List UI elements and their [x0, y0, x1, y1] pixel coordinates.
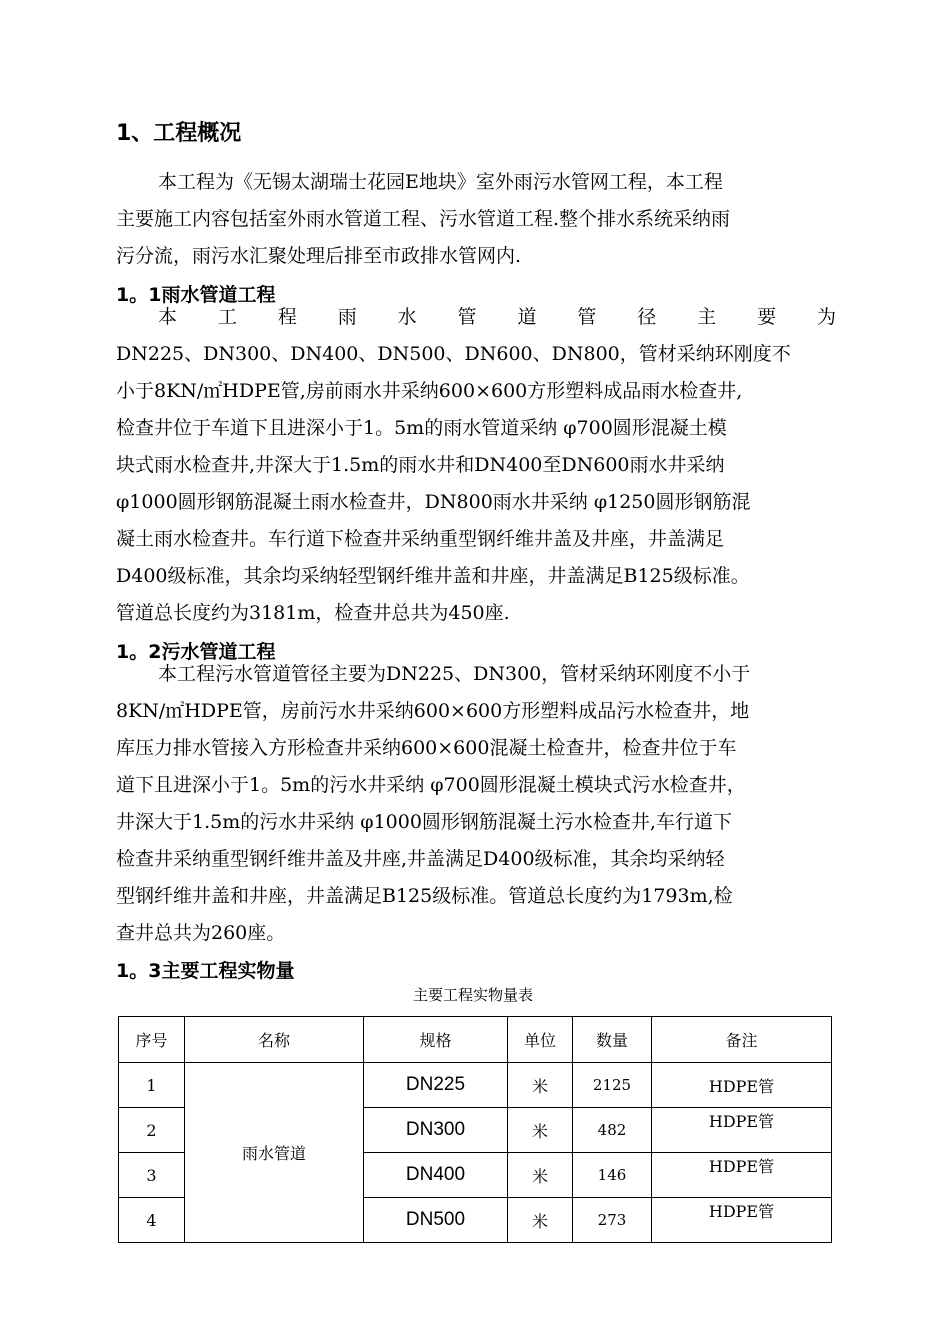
paragraph-line: 本工程污水管道管径主要为DN225、DN300，管材采纳环刚度不小于 [158, 663, 751, 685]
paragraph-line: 主要施工内容包括室外雨水管道工程、污水管道工程.整个排水系统采纳雨 [116, 208, 731, 230]
cell-note [652, 1063, 832, 1108]
section-heading-overview: 1、工程概况 [116, 121, 242, 146]
justified-char: 管 [577, 306, 597, 328]
cell-note-text: HDPE管 [708, 1156, 775, 1176]
paragraph-line: 小于8KN/㎡HDPE管,房前雨水井采纳600×600方形塑料成品雨水检查井, [116, 380, 743, 402]
paragraph-line: 查井总共为260座。 [116, 922, 286, 944]
paragraph-line: 本工程为《无锡太湖瑞士花园E地块》室外雨污水管网工程，本工程 [158, 171, 723, 193]
paragraph-line: 检查井采纳重型钢纤维井盖及井座,井盖满足D400级标准，其余均采纳轻 [116, 848, 725, 870]
paragraph-line: φ1000圆形钢筋混凝土雨水检查井，DN800雨水井采纳 φ1250圆形钢筋混 [116, 491, 751, 513]
justified-char: 雨 [337, 306, 357, 328]
justified-char: 为 [816, 306, 836, 328]
cell-note-text: HDPE管 [708, 1201, 775, 1221]
section-heading-rainwater: 1。1雨水管道工程 [116, 284, 276, 306]
header-cell-qty: 数量 [573, 1017, 652, 1063]
justified-char: 水 [397, 306, 417, 328]
table-header-row [119, 1017, 832, 1063]
section-heading-sewage: 1。2污水管道工程 [116, 641, 276, 663]
cell-qty: 482 [573, 1108, 652, 1153]
paragraph-line: 污分流，雨污水汇聚处理后排至市政排水管网内. [116, 245, 522, 267]
table-row [119, 1063, 832, 1108]
cell-unit: 米 [508, 1153, 573, 1198]
justified-char: 要 [757, 306, 777, 328]
paragraph-line: 凝土雨水检查井。车行道下检查井采纳重型钢纤维井盖及井座，井盖满足 [116, 528, 725, 550]
header-cell-note: 备注 [652, 1017, 832, 1063]
paragraph-line: D400级标准，其余均采纳轻型钢纤维井盖和井座，井盖满足B125级标准。 [116, 565, 750, 587]
header-cell-unit: 单位 [508, 1017, 573, 1063]
cell-unit: 米 [508, 1063, 573, 1108]
paragraph-line: 管道总长度约为3181m，检查井总共为450座. [116, 602, 510, 624]
quantities-table [118, 1016, 832, 1243]
cell-no: 3 [119, 1153, 185, 1198]
header-cell-spec: 规格 [364, 1017, 508, 1063]
cell-unit: 米 [508, 1108, 573, 1153]
cell-spec: DN500 [364, 1198, 508, 1243]
cell-note-text: HDPE管 [708, 1076, 775, 1096]
cell-note [652, 1153, 832, 1198]
paragraph-line: 井深大于1.5m的污水井采纳 φ1000圆形钢筋混凝土污水检查井,车行道下 [116, 811, 732, 833]
header-cell-no: 序号 [119, 1017, 185, 1063]
header-cell-name: 名称 [185, 1017, 364, 1063]
cell-unit: 米 [508, 1198, 573, 1243]
justified-char: 主 [697, 306, 717, 328]
cell-qty: 273 [573, 1198, 652, 1243]
paragraph-line: 库压力排水管接入方形检查井采纳600×600混凝土检查井，检查井位于车 [116, 737, 737, 759]
section-heading-quantities: 1。3主要工程实物量 [116, 960, 295, 982]
justified-char: 管 [457, 306, 477, 328]
paragraph-line: 块式雨水检查井,井深大于1.5m的雨水井和DN400至DN600雨水井采纳 [116, 454, 725, 476]
cell-no: 2 [119, 1108, 185, 1153]
cell-qty: 2125 [573, 1063, 652, 1108]
cell-spec: DN400 [364, 1153, 508, 1198]
justified-char: 径 [637, 306, 657, 328]
paragraph-line-justified [158, 303, 836, 331]
cell-group-name: 雨水管道 [185, 1063, 364, 1243]
paragraph-line: 检查井位于车道下且进深小于1。5m的雨水管道采纳 φ700圆形混凝土模 [116, 417, 727, 439]
cell-spec: DN225 [364, 1063, 508, 1108]
justified-char: 本 [158, 306, 178, 328]
cell-no: 1 [119, 1063, 185, 1108]
paragraph-line: 型钢纤维井盖和井座，井盖满足B125级标准。管道总长度约为1793m,检 [116, 885, 733, 907]
paragraph-line: 8KN/㎡HDPE管，房前污水井采纳600×600方形塑料成品污水检查井，地 [116, 700, 750, 722]
cell-note [652, 1108, 832, 1153]
justified-char: 道 [517, 306, 537, 328]
justified-char: 程 [277, 306, 297, 328]
paragraph-line: 道下且进深小于1。5m的污水井采纳 φ700圆形混凝土模块式污水检查井， [116, 774, 746, 796]
table-caption: 主要工程实物量表 [412, 986, 533, 1004]
justified-char: 工 [217, 306, 237, 328]
cell-qty: 146 [573, 1153, 652, 1198]
cell-note [652, 1198, 832, 1243]
cell-spec: DN300 [364, 1108, 508, 1153]
cell-note-text: HDPE管 [708, 1111, 775, 1131]
cell-no: 4 [119, 1198, 185, 1243]
paragraph-line: DN225、DN300、DN400、DN500、DN600、DN800，管材采纳环刚度不 [116, 343, 791, 365]
